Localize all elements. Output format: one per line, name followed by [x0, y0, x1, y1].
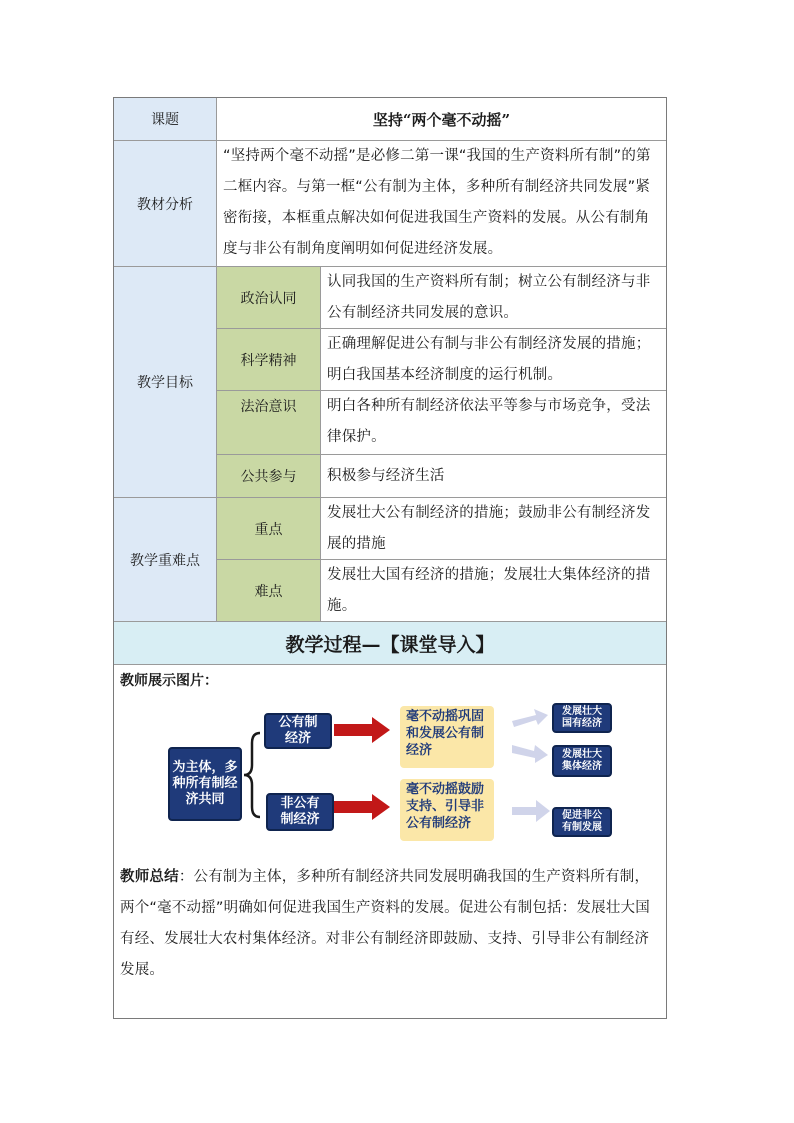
brace-icon [244, 733, 260, 817]
analysis-label: 教材分析 [114, 140, 216, 266]
lesson-plan-table [113, 97, 667, 1019]
keypoint-name: 重点 [216, 497, 320, 559]
show-picture-label: 教师展示图片： [120, 673, 218, 689]
outcome-node: 促进非公有制发展 [552, 807, 612, 837]
topic-title: 坚持“两个毫不动摇” [216, 98, 666, 140]
public-node: 公有制经济 [264, 713, 332, 749]
outcome-node: 发展壮大集体经济 [552, 745, 612, 777]
topic-label: 课题 [114, 98, 216, 140]
summary-label: 教师总结 [120, 869, 179, 885]
objective-name: 政治认同 [216, 266, 320, 328]
keypoint-text: 发展壮大公有制经济的措施；鼓励非公有制经济发展的措施 [320, 497, 666, 559]
nonpublic-policy-node: 毫不动摇鼓励支持、引导非公有制经济 [400, 779, 494, 841]
arrow-up-right-icon [512, 709, 548, 727]
section-title: 教学过程—【课堂导入】 [114, 621, 666, 664]
process-section [114, 664, 666, 1018]
objective-text: 明白各种所有制经济依法平等参与市场竞争，受法律保护。 [320, 390, 666, 454]
objective-name: 科学精神 [216, 328, 320, 390]
objective-name: 公共参与 [216, 454, 320, 497]
objective-text: 积极参与经济生活 [320, 454, 666, 497]
summary-text: ：公有制为主体，多种所有制经济共同发展明确我国的生产资料所有制，两个“毫不动摇”明确如何促进我国生产资料的发展。促进公有制包括：发展壮大国有经、发展壮大农村集体经济。对非公有制经济即鼓励、支持、引导非公有制经济发展。 [120, 869, 650, 978]
keypoint-name: 难点 [216, 559, 320, 621]
keypoint-text: 发展壮大国有经济的措施；发展壮大集体经济的措施。 [320, 559, 666, 621]
keypoints-label: 教学重难点 [114, 497, 216, 621]
objectives-label: 教学目标 [114, 266, 216, 497]
root-node: 为主体，多种所有制经济共同 [168, 747, 242, 821]
nonpublic-node: 非公有制经济 [266, 793, 334, 831]
public-policy-node: 毫不动摇巩固和发展公有制经济 [400, 706, 494, 768]
objective-text: 正确理解促进公有制与非公有制经济发展的措施；明白我国基本经济制度的运行机制。 [320, 328, 666, 390]
ownership-diagram [168, 703, 618, 853]
outcome-node: 发展壮大国有经济 [552, 703, 612, 733]
arrow-right-icon [334, 794, 390, 820]
arrow-down-right-icon [512, 745, 548, 763]
objective-text: 认同我国的生产资料所有制；树立公有制经济与非公有制经济共同发展的意识。 [320, 266, 666, 328]
analysis-text: “坚持两个毫不动摇”是必修二第一课“我国的生产资料所有制”的第二框内容。与第一框“公有制为主体，多种所有制经济共同发展”紧密衔接，本框重点解决如何促进我国生产资料的发展。从公有制角度与非公有制角度阐明如何促进经济发展。 [216, 140, 666, 266]
objective-name: 法治意识 [216, 390, 320, 454]
teacher-summary [114, 862, 666, 986]
arrow-right-icon [334, 717, 390, 743]
arrow-right-icon [512, 800, 550, 822]
